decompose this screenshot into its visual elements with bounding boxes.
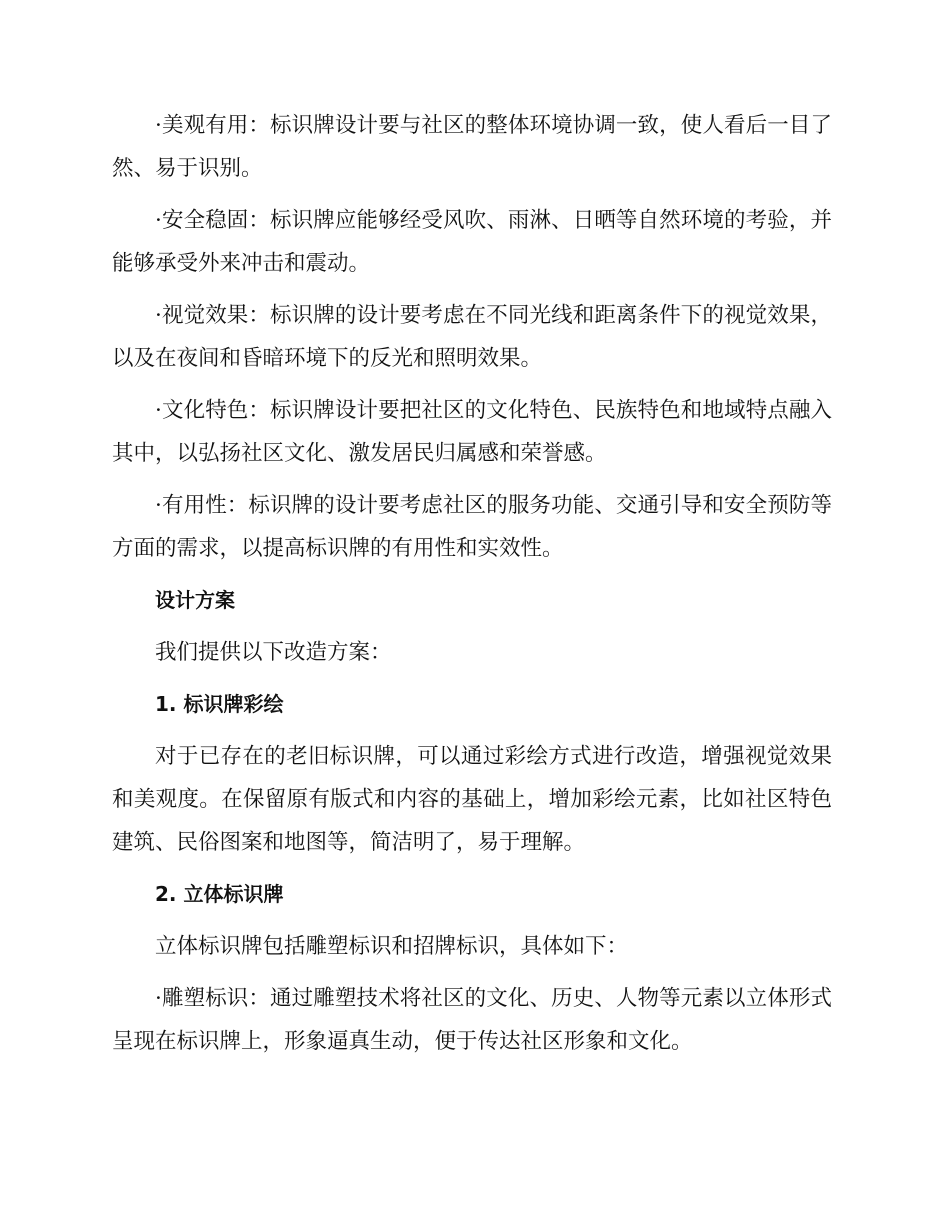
bullet-paragraph-usefulness: ·有用性：标识牌的设计要考虑社区的服务功能、交通引导和安全预防等方面的需求，以提高标识牌的有用性和实效性。	[112, 493, 832, 561]
bullet-paragraph-sculpture: ·雕塑标识：通过雕塑技术将社区的文化、历史、人物等元素以立体形式呈现在标识牌上，形象逼真生动，便于传达社区形象和文化。	[112, 986, 832, 1054]
subheading-3d-sign: 2. 立体标识牌	[155, 882, 284, 906]
bullet-paragraph-visual: ·视觉效果：标识牌的设计要考虑在不同光线和距离条件下的视觉效果，以及在夜间和昏暗环境下的反光和照明效果。	[112, 303, 832, 371]
bullet-paragraph-aesthetic: ·美观有用：标识牌设计要与社区的整体环境协调一致，使人看后一目了然、易于识别。	[112, 113, 832, 181]
subheading-painting: 1. 标识牌彩绘	[155, 692, 284, 716]
bullet-paragraph-culture: ·文化特色：标识牌设计要把社区的文化特色、民族特色和地域特点融入其中，以弘扬社区文化、激发居民归属感和荣誉感。	[112, 398, 832, 466]
section-heading-design-plan: 设计方案	[155, 588, 235, 612]
3d-sign-intro-paragraph: 立体标识牌包括雕塑标识和招牌标识，具体如下：	[155, 934, 629, 959]
painting-paragraph: 对于已存在的老旧标识牌，可以通过彩绘方式进行改造，增强视觉效果和美观度。在保留原有版式和内容的基础上，增加彩绘元素，比如社区特色建筑、民俗图案和地图等，简洁明了，易于理解。	[112, 744, 832, 855]
bullet-paragraph-safety: ·安全稳固：标识牌应能够经受风吹、雨淋、日晒等自然环境的考验，并能够承受外来冲击和震动。	[112, 208, 832, 276]
document-body	[112, 104, 832, 1072]
intro-paragraph: 我们提供以下改造方案：	[155, 640, 392, 665]
